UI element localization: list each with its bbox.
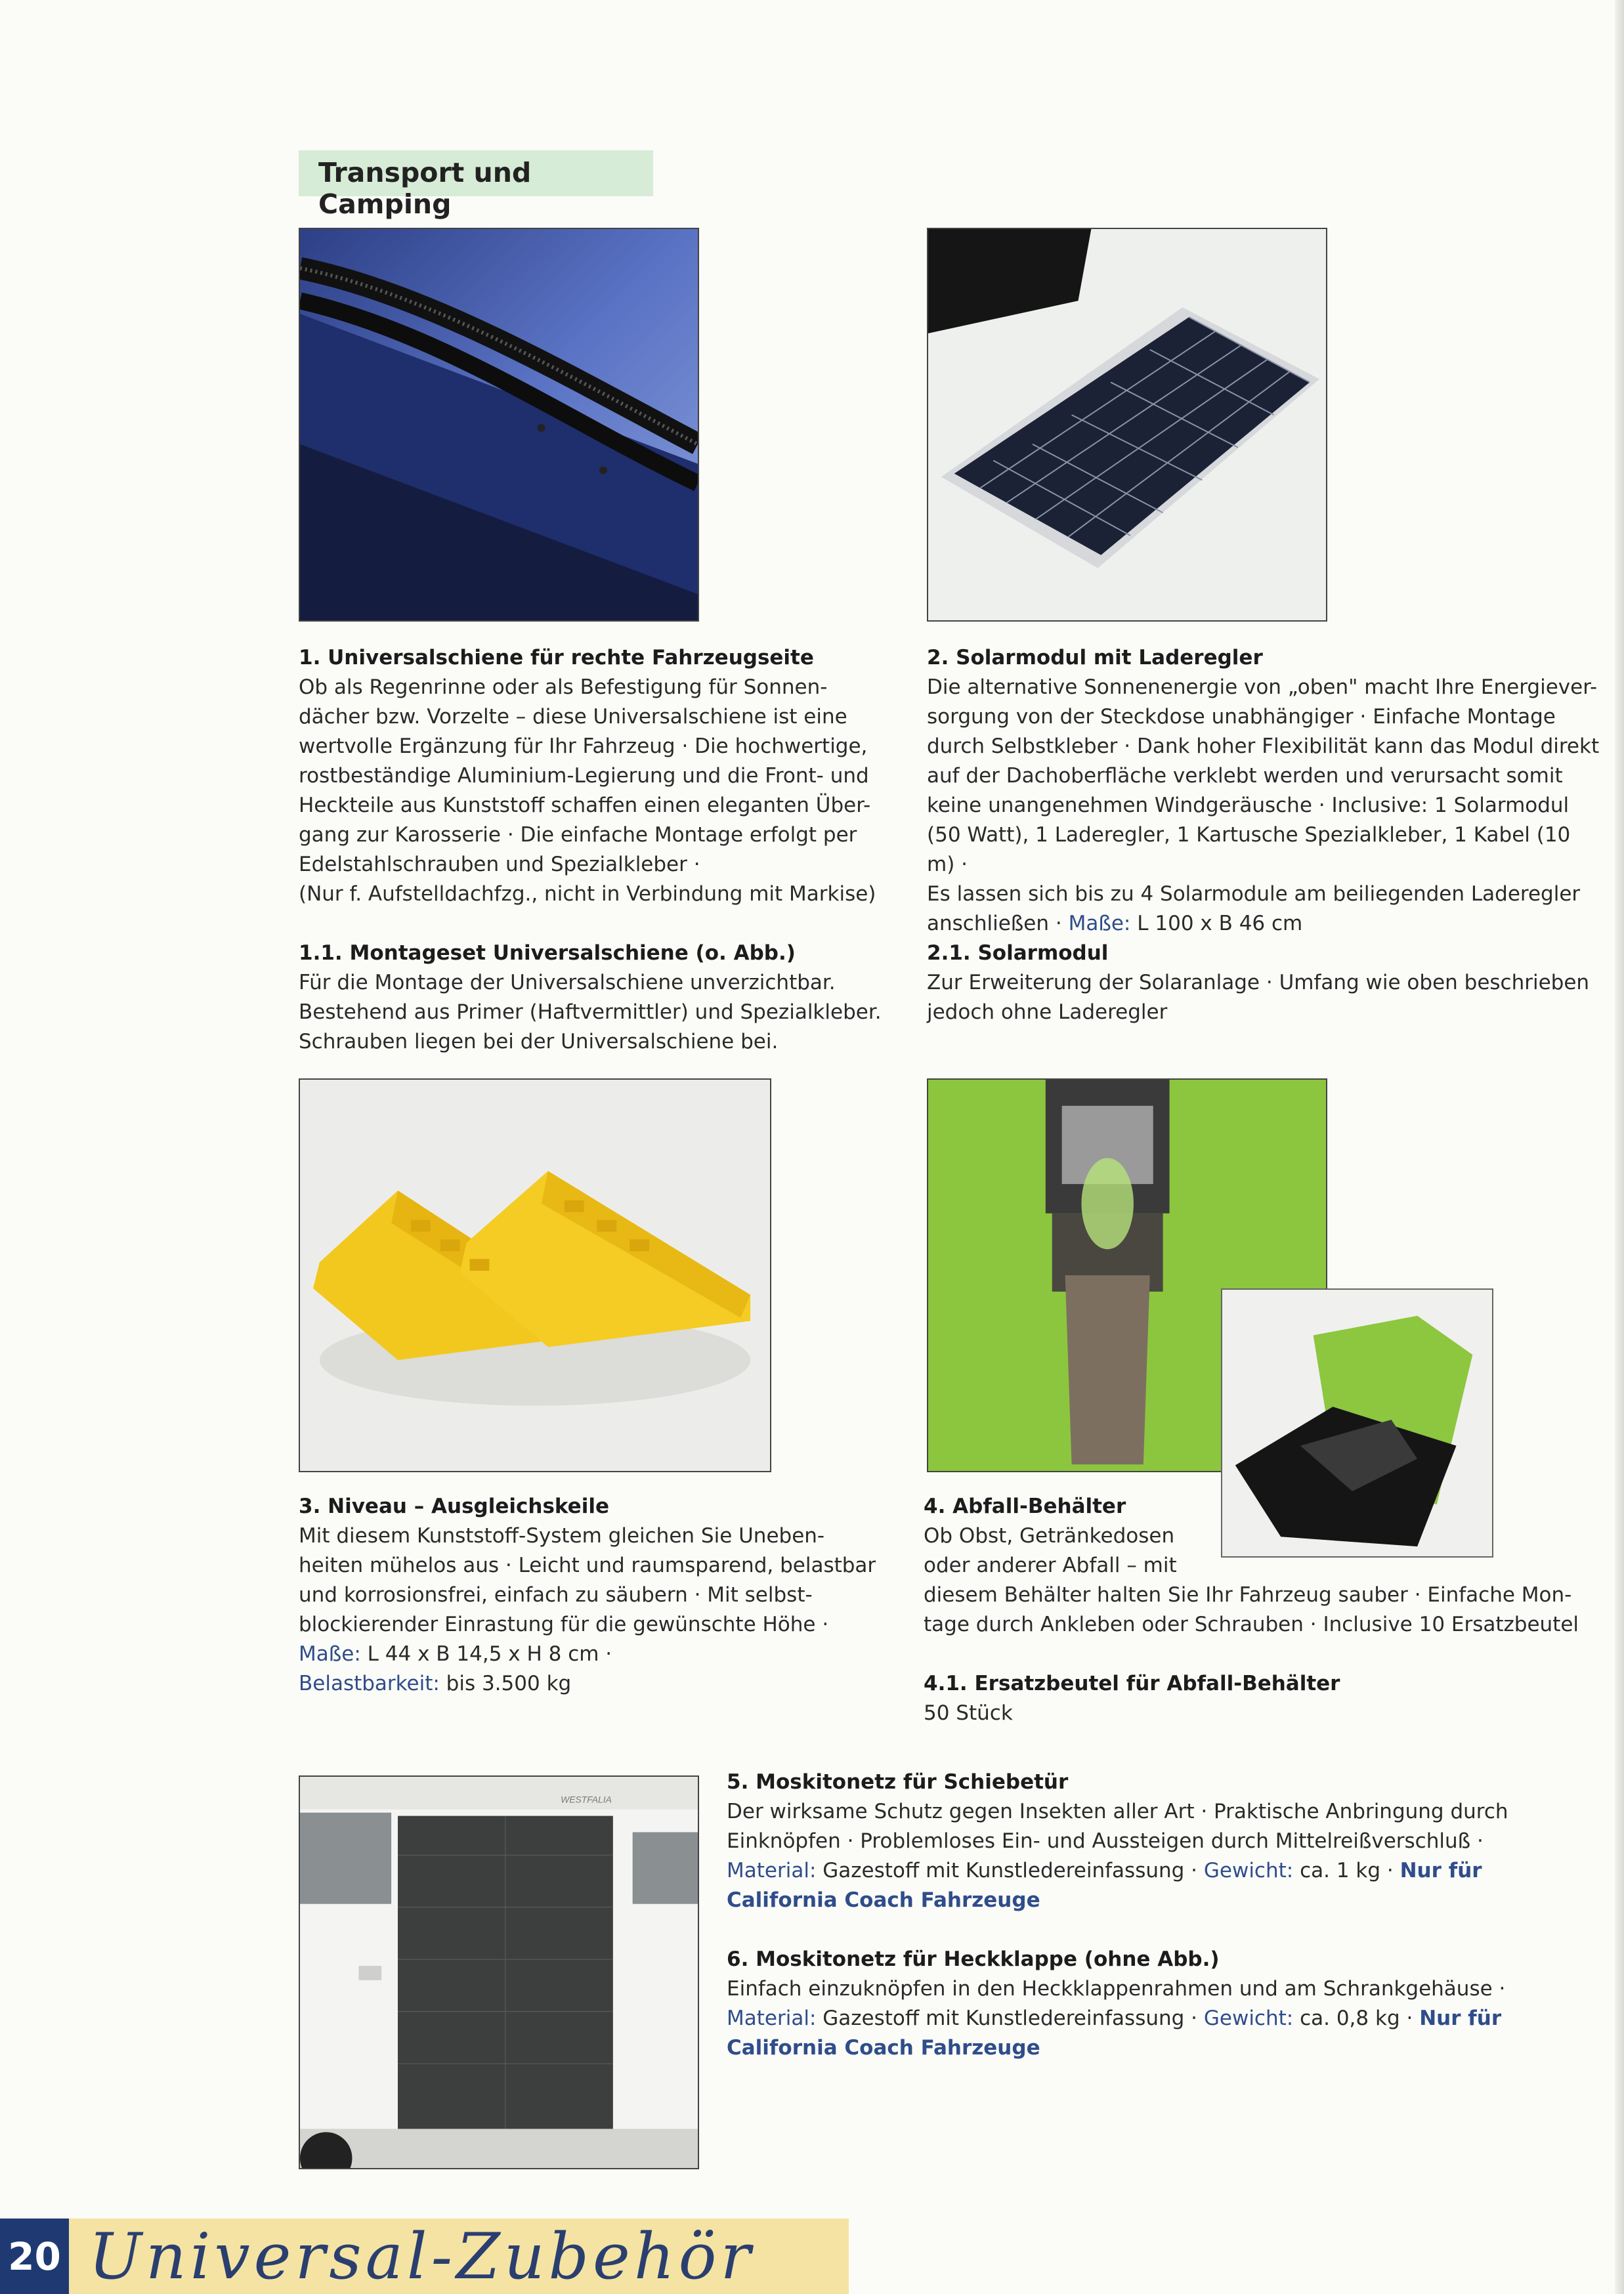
- item-5-material-value: Gazestoff mit Kunstledereinfassung ·: [816, 1859, 1204, 1882]
- footer-title: Universal-Zubehör: [69, 2219, 849, 2294]
- item-4-text: [924, 1492, 1603, 1640]
- item-4-line: oder anderer Abfall – mit: [924, 1554, 1177, 1577]
- page-edge-shadow: [1615, 0, 1624, 2294]
- item-2-line-last: [927, 909, 1603, 939]
- photo-solar-module: [927, 228, 1327, 622]
- item-2-line: Es lassen sich bis zu 4 Solarmodule am beiliegenden Laderegler: [927, 882, 1581, 906]
- item-5-note-a: Nur für: [1400, 1859, 1482, 1882]
- item-3-spec-line: [299, 1640, 889, 1669]
- item-6-note-b: California Coach Fahrzeuge: [727, 2036, 1040, 2060]
- item-3-spec-line: [299, 1669, 889, 1699]
- item-2-1-line: Zur Erweiterung der Solaranlage · Umfang wie oben beschrieben: [927, 971, 1590, 994]
- item-6-weight-label: Gewicht:: [1203, 2007, 1294, 2030]
- item-2-line: Die alternative Sonnenenergie von „oben" macht Ihre Energiever-: [927, 675, 1598, 699]
- item-6-heading: 6. Moskitonetz für Heckklappe (ohne Abb.): [727, 1947, 1220, 1971]
- item-4-line: diesem Behälter halten Sie Ihr Fahrzeug sauber · Einfache Mon-: [924, 1583, 1572, 1607]
- item-2-1-line: jedoch ohne Laderegler: [927, 1000, 1168, 1024]
- photo-van-mosquito-net: [299, 1775, 699, 2169]
- item-1-line: Ob als Regenrinne oder als Befestigung für Sonnen-: [299, 675, 828, 699]
- item-3-spec1-label: Maße:: [299, 1642, 361, 1666]
- item-2-1-heading: 2.1. Solarmodul: [927, 941, 1109, 965]
- item-6-material-label: Material:: [727, 2007, 817, 2030]
- item-1-1-text: [299, 939, 889, 1057]
- item-4-1-text: [924, 1669, 1603, 1728]
- item-1-line: rostbeständige Aluminium-Legierung und die Front- und: [299, 764, 869, 788]
- item-3-text: [299, 1492, 889, 1699]
- item-2-line: (50 Watt), 1 Laderegler, 1 Kartusche Spezialkleber, 1 Kabel (10 m) ·: [927, 823, 1571, 876]
- item-4-line: Ob Obst, Getränkedosen: [924, 1524, 1175, 1548]
- item-2-spec-value: L 100 x B 46 cm: [1130, 912, 1303, 935]
- item-2-heading: 2. Solarmodul mit Laderegler: [927, 646, 1263, 669]
- item-2-line: auf der Dachoberfläche verklebt werden und verursacht somit: [927, 764, 1563, 788]
- item-4-1-heading: 4.1. Ersatzbeutel für Abfall-Behälter: [924, 1672, 1340, 1695]
- item-1-text: [299, 643, 889, 909]
- item-2-text: [927, 643, 1603, 939]
- item-2-line: sorgung von der Steckdose unabhängiger · Einfache Montage: [927, 705, 1556, 729]
- item-5-material-label: Material:: [727, 1859, 817, 1882]
- item-6-line: Einfach einzuknöpfen in den Heckklappenrahmen und am Schrankgehäuse ·: [727, 1977, 1506, 2001]
- photo-leveling-wedges: [299, 1078, 771, 1472]
- item-3-spec2-label: Belastbarkeit:: [299, 1672, 440, 1695]
- item-5-weight-label: Gewicht:: [1203, 1859, 1294, 1882]
- item-1-1-line: Schrauben liegen bei der Universalschiene bei.: [299, 1030, 779, 1053]
- item-6-text: [727, 1945, 1606, 2063]
- item-3-spec2-value: bis 3.500 kg: [439, 1672, 572, 1695]
- item-4-1-line: 50 Stück: [924, 1701, 1013, 1725]
- item-1-1-line: Für die Montage der Universalschiene unverzichtbar.: [299, 971, 836, 994]
- photo-roof-rail: [299, 228, 699, 622]
- item-5-note-b: California Coach Fahrzeuge: [727, 1888, 1040, 1912]
- item-1-1-heading: 1.1. Montageset Universalschiene (o. Abb.): [299, 941, 796, 965]
- item-5-weight-value: ca. 1 kg ·: [1293, 1859, 1400, 1882]
- item-1-heading: 1. Universalschiene für rechte Fahrzeugseite: [299, 646, 814, 669]
- item-1-line: dächer bzw. Vorzelte – diese Universalschiene ist eine: [299, 705, 847, 729]
- item-2-1-text: [927, 939, 1603, 1027]
- van-brand-label: WESTFALIA: [561, 1794, 612, 1805]
- item-4-heading: 4. Abfall-Behälter: [924, 1495, 1126, 1518]
- item-5-line: Einknöpfen · Problemloses Ein- und Aussteigen durch Mittelreißverschluß ·: [727, 1829, 1484, 1853]
- item-1-line: (Nur f. Aufstelldachfzg., nicht in Verbindung mit Markise): [299, 882, 876, 906]
- item-3-line: und korrosionsfrei, einfach zu säubern · Mit selbst-: [299, 1583, 813, 1607]
- item-1-line: wertvolle Ergänzung für Ihr Fahrzeug · Die hochwertige,: [299, 734, 868, 758]
- section-title: Transport und Camping: [299, 150, 653, 196]
- item-2-line-text: anschließen ·: [927, 912, 1069, 935]
- item-6-weight-value: ca. 0,8 kg ·: [1293, 2007, 1420, 2030]
- item-2-line: durch Selbstkleber · Dank hoher Flexibilität kann das Modul direkt: [927, 734, 1600, 758]
- item-3-line: Mit diesem Kunststoff-System gleichen Sie Uneben-: [299, 1524, 825, 1548]
- item-3-line: blockierender Einrastung für die gewünschte Höhe ·: [299, 1613, 829, 1636]
- item-5-spec-line: [727, 1856, 1606, 1886]
- item-3-heading: 3. Niveau – Ausgleichskeile: [299, 1495, 609, 1518]
- page-number: 20: [0, 2219, 69, 2294]
- item-3-spec1-value: L 44 x B 14,5 x H 8 cm ·: [360, 1642, 612, 1666]
- item-5-text: [727, 1768, 1606, 1915]
- item-5-line: Der wirksame Schutz gegen Insekten aller Art · Praktische Anbringung durch: [727, 1800, 1508, 1823]
- item-2-spec-label: Maße:: [1068, 912, 1131, 935]
- item-6-spec-line: [727, 2004, 1606, 2033]
- item-3-line: heiten mühelos aus · Leicht und raumsparend, belastbar: [299, 1554, 876, 1577]
- item-4-line: tage durch Ankleben oder Schrauben · Inclusive 10 Ersatzbeutel: [924, 1613, 1579, 1636]
- item-1-1-line: Bestehend aus Primer (Haftvermittler) und Spezialkleber.: [299, 1000, 882, 1024]
- item-2-line: keine unangenehmen Windgeräusche · Inclusive: 1 Solarmodul: [927, 794, 1570, 817]
- item-6-note-a: Nur für: [1419, 2007, 1502, 2030]
- item-1-line: Edelstahlschrauben und Spezialkleber ·: [299, 853, 700, 876]
- item-1-line: Heckteile aus Kunststoff schaffen einen eleganten Über-: [299, 794, 871, 817]
- item-1-line: gang zur Karosserie · Die einfache Montage erfolgt per: [299, 823, 857, 847]
- item-6-material-value: Gazestoff mit Kunstledereinfassung ·: [816, 2007, 1204, 2030]
- item-5-heading: 5. Moskitonetz für Schiebetür: [727, 1770, 1069, 1794]
